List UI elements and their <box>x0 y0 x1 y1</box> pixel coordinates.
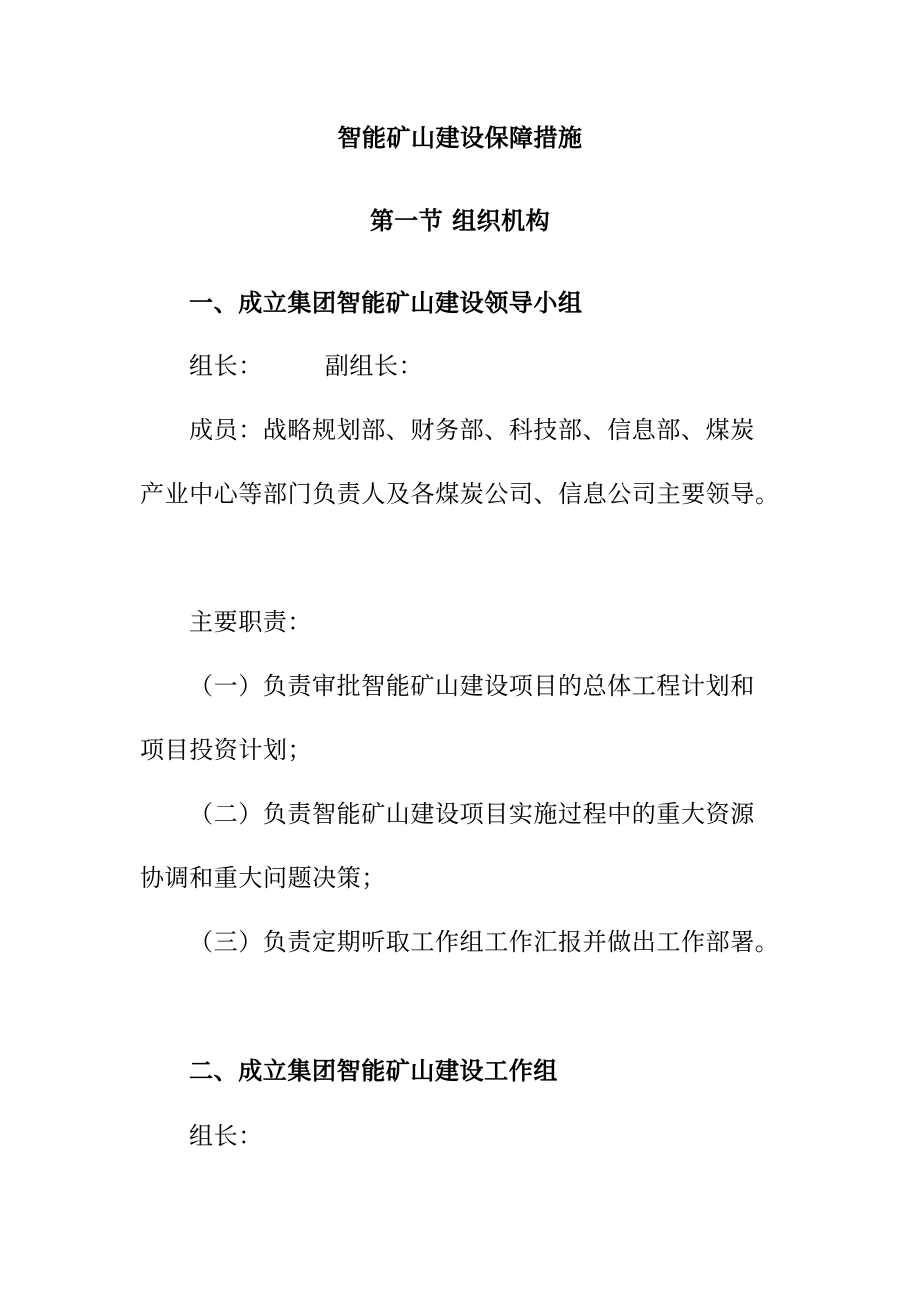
members-line-1: 成员：战略规划部、财务部、科技部、信息部、煤炭 <box>189 416 755 444</box>
part1-leader-row <box>189 351 423 381</box>
duty-2-line-1: （二）负责智能矿山建设项目实施过程中的重大资源 <box>189 800 755 828</box>
duty-1-line-2: 项目投资计划； <box>140 736 313 764</box>
duties-label: 主要职责： <box>189 608 312 636</box>
duty-1-line-1: （一）负责审批智能矿山建设项目的总体工程计划和 <box>189 672 755 700</box>
part2-heading: 二、成立集团智能矿山建设工作组 <box>189 1056 558 1085</box>
members-line-2: 产业中心等部门负责人及各煤炭公司、信息公司主要领导。 <box>140 480 780 508</box>
part1-heading: 一、成立集团智能矿山建设领导小组 <box>189 288 583 317</box>
part2-leader-label: 组长： <box>189 1122 263 1150</box>
duty-3-line-1: （三）负责定期听取工作组工作汇报并做出工作部署。 <box>189 928 780 956</box>
document-title: 智能矿山建设保障措施 <box>337 123 583 152</box>
duty-2-line-2: 协调和重大问题决策； <box>140 864 386 892</box>
leader-label: 组长： <box>189 352 263 380</box>
deputy-leader-label: 副组长： <box>324 352 424 380</box>
section-title: 第一节 组织机构 <box>369 206 551 235</box>
